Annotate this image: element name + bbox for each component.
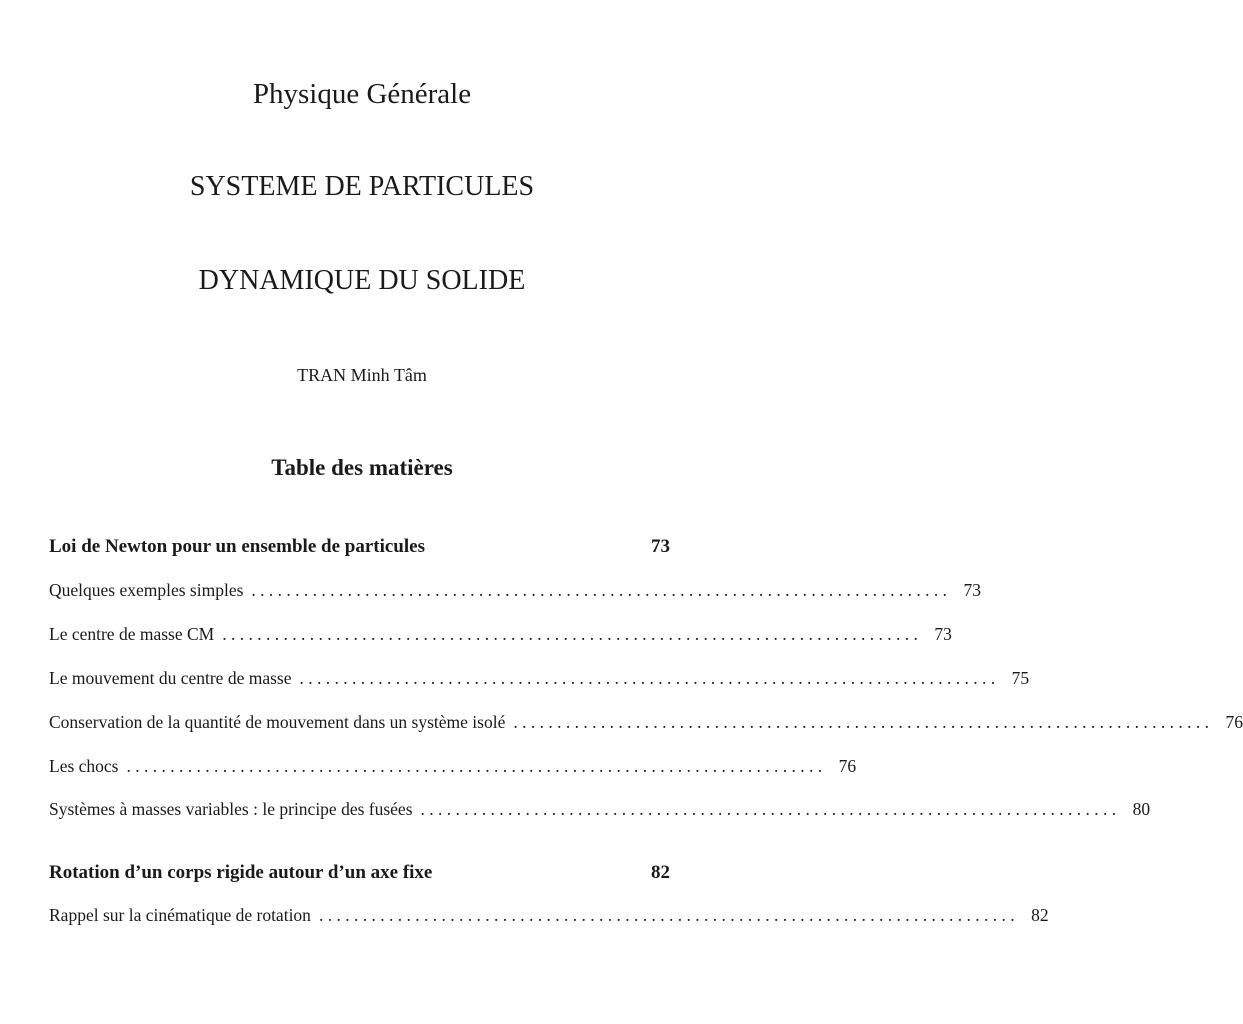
toc-section-entry[interactable] [49,862,670,884]
toc-entry-label: Quelques exemples simples [49,580,244,600]
dot-leader: . . . . . . . . . . . . . . . . . . . . . . . . . . . . . . . . . . . . . . . . . . . . . . . . . . . . . . . . . . . . . . . . . . . . . . . . . . . . . . . . [299,668,996,688]
toc-section-entry[interactable] [49,536,670,558]
toc-subsection-entry[interactable] [49,624,952,645]
toc-subsection-entry[interactable] [49,799,1151,820]
toc-subsection-entry[interactable] [49,580,982,601]
toc-entry-page: 82 [1031,905,1049,925]
toc-entry-label: Les chocs [49,756,119,776]
toc-entry-page: 73 [963,580,982,600]
toc-subsection-entry[interactable] [49,905,1049,926]
dot-leader: . . . . . . . . . . . . . . . . . . . . . . . . . . . . . . . . . . . . . . . . . . . . . . . . . . . . . . . . . . . . . . . . . . . . . . . . . . . . . . . . [513,712,1209,732]
toc-subsection-entry[interactable] [49,712,1243,733]
document-title: Physique Générale [252,78,472,110]
toc-entry-label: Rappel sur la cinématique de rotation [49,905,311,925]
toc-subsection-entry[interactable] [49,668,1030,689]
toc-heading: Table des matières [271,455,453,480]
toc-subsection-entry[interactable] [49,756,857,777]
toc-entry-label: Le centre de masse CM [49,624,215,644]
toc-entry-page: 73 [934,624,952,644]
author-name: TRAN Minh Tâm [297,365,427,385]
toc-entry-label: Rotation d’un corps rigide autour d’un axe fixe [49,862,433,883]
dot-leader: . . . . . . . . . . . . . . . . . . . . . . . . . . . . . . . . . . . . . . . . . . . . . . . . . . . . . . . . . . . . . . . . . . . . . . . . . . . . . . . . [420,799,1117,819]
dot-leader: . . . . . . . . . . . . . . . . . . . . . . . . . . . . . . . . . . . . . . . . . . . . . . . . . . . . . . . . . . . . . . . . . . . . . . . . . . . . . . . . [126,756,823,776]
document-subtitle-particles: SYSTEME DE PARTICULES [189,171,535,202]
toc-entry-label: Conservation de la quantité de mouvement dans un système isolé [49,712,506,732]
dot-leader: . . . . . . . . . . . . . . . . . . . . . . . . . . . . . . . . . . . . . . . . . . . . . . . . . . . . . . . . . . . . . . . . . . . . . . . . . . . . . . . . [251,580,948,600]
toc-entry-page: 73 [651,536,670,557]
dot-leader: . . . . . . . . . . . . . . . . . . . . . . . . . . . . . . . . . . . . . . . . . . . . . . . . . . . . . . . . . . . . . . . . . . . . . . . . . . . . . . . . [222,624,918,644]
toc-entry-label: Systèmes à masses variables : le principe des fusées [49,799,413,819]
toc-entry-page: 76 [838,756,857,776]
dot-leader: . . . . . . . . . . . . . . . . . . . . . . . . . . . . . . . . . . . . . . . . . . . . . . . . . . . . . . . . . . . . . . . . . . . . . . . . . . . . . . . . [318,905,1015,925]
toc-entry-page: 80 [1132,799,1151,819]
document-subtitle-solid: DYNAMIQUE DU SOLIDE [198,265,526,296]
toc-entry-label: Le mouvement du centre de masse [49,668,292,688]
toc-entry-page: 82 [651,862,670,883]
toc-entry-page: 75 [1011,668,1030,688]
toc-entry-page: 76 [1225,712,1243,732]
toc-entry-label: Loi de Newton pour un ensemble de particules [49,536,425,557]
